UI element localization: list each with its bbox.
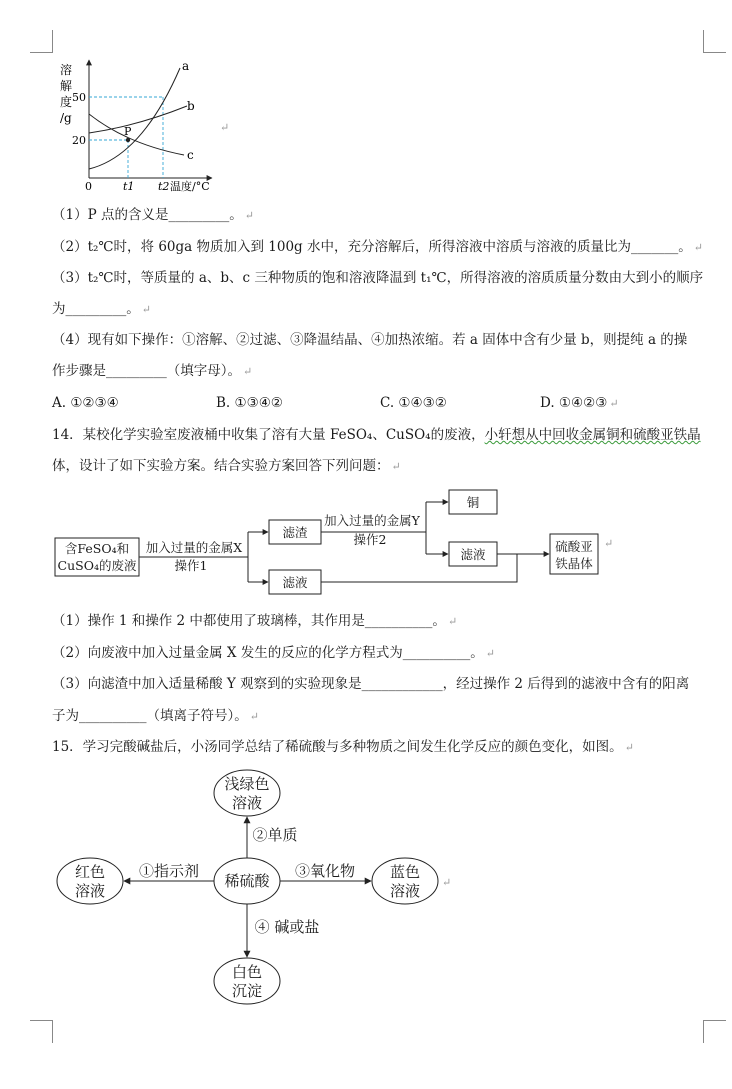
q13-part-1: （1）P 点的含义是_________。 ↵ [52,207,254,223]
y-axis-label [60,62,72,125]
q14-intro: 14．某校化学实验室废液桶中收集了溶有大量 FeSO₄、CuSO₄的废液，小轩想从中回收金属铜和硫酸亚铁晶 [52,427,701,443]
choice-a: A. ①②③④ [52,395,119,411]
filtrate-a-text: 滤液 [460,547,486,562]
q14-part-2: （2）向废液中加入过量金属 X 发生的反应的化学方程式为__________。 ↵ [52,645,496,661]
right-node-text-2: 溶液 [389,882,421,900]
waste-liquid-text-2: CuSO₄的废液 [57,558,137,573]
y-label-char: /g [60,111,72,125]
q14-intro-cont: 体，设计了如下实验方案。结合实验方案回答下列问题： ↵ [52,458,401,474]
y-tick-50: 50 [72,91,86,104]
point-p-label: P [124,125,132,138]
x-tick-t2: t2 [158,180,170,192]
crop-mark-top-right [703,30,726,53]
crystal-text-1: 硫酸亚 [555,539,593,554]
intersection-point [126,138,130,142]
filtrate-b-text: 滤液 [282,575,308,590]
curve-a-label: a [182,59,190,73]
bottom-arrow-label: ④ 碱或盐 [254,918,320,936]
solubility-graph [52,56,232,192]
residue-text: 滤渣 [282,525,308,540]
top-arrow-label: ②单质 [252,826,298,844]
step-1-label: 操作1 [174,558,208,573]
curve-c-label: c [187,148,194,162]
step-2-label: 操作2 [353,532,387,547]
bottom-node-text-1: 白色 [231,963,263,981]
step-2-reagent: 加入过量的金属Y [324,513,420,528]
q14-part-3-cont: 子为__________（填离子符号）。 ↵ [52,708,259,724]
top-node-text-2: 溶液 [231,794,263,812]
y-label-char: 解 [60,79,73,93]
crop-mark-bottom-left [30,1020,53,1043]
waste-liquid-text-1: 含FeSO₄和 [64,541,130,556]
q13-part-2: （2）t₂℃时，将 60ga 物质加入到 100g 水中，充分溶解后，所得溶液中溶质与溶液的质量比为_______。 ↵ [52,239,703,255]
left-arrow-label: ①指示剂 [138,862,200,880]
center-node-text: 稀硫酸 [224,872,270,890]
crop-mark-bottom-right [703,1020,726,1043]
left-node-text-1: 红色 [74,863,106,881]
curve-b-label: b [187,99,195,113]
return-mark: ↵ [220,121,230,134]
curve-b [89,106,187,133]
copper-text: 铜 [466,495,480,510]
q15-diagram [52,766,452,1006]
return-mark: ↵ [442,876,452,889]
q14-part-3: （3）向滤渣中加入适量稀酸 Y 观察到的实验现象是____________，经过操作 2 后得到的滤液中含有的阳离 [52,676,690,692]
right-arrow-label: ③氧化物 [294,862,356,880]
q13-part-3-cont: 为_________。 ↵ [52,301,151,317]
x-axis-label: 温度/°C [170,180,210,192]
crop-mark-top-left [30,30,53,53]
y-label-char: 溶 [60,63,73,77]
choice-d: D. ①④②③ ↵ [540,395,619,411]
left-node-text-2: 溶液 [74,882,106,900]
return-mark: ↵ [604,537,614,550]
curve-a [89,68,180,169]
origin-label: 0 [85,180,92,192]
right-node-text-1: 蓝色 [389,863,421,881]
crystal-text-2: 铁晶体 [555,556,593,571]
y-label-char: 度 [60,95,73,109]
top-node-text-1: 浅绿色 [224,775,270,793]
x-tick-t1: t1 [123,180,135,192]
curve-c [89,114,184,155]
bottom-node-text-2: 沉淀 [231,982,263,1000]
q14-flowchart [52,486,612,598]
choice-b: B. ①③④② [216,395,283,411]
q14-part-1: （1）操作 1 和操作 2 中都使用了玻璃棒，其作用是__________。 ↵ [52,613,458,629]
q15-intro: 15．学习完酸碱盐后，小汤同学总结了稀硫酸与多种物质之间发生化学反应的颜色变化，如图。 ↵ [52,739,634,755]
q13-part-4-cont: 作步骤是_________（填字母）。 ↵ [52,363,253,379]
y-tick-20: 20 [72,134,86,147]
step-1-reagent: 加入过量的金属X [145,540,243,555]
choice-c: C. ①④③② [380,395,447,411]
q13-part-4: （4）现有如下操作：①溶解、②过滤、③降温结晶、④加热浓缩。若 a 固体中含有少量 b，则提纯 a 的操 [52,332,688,348]
q13-part-3: （3）t₂℃时，等质量的 a、b、c 三种物质的饱和溶液降温到 t₁℃，所得溶液的溶质质量分数由大到小的顺序 [52,270,704,286]
line-filtrate-b-to-crystal [321,554,517,582]
